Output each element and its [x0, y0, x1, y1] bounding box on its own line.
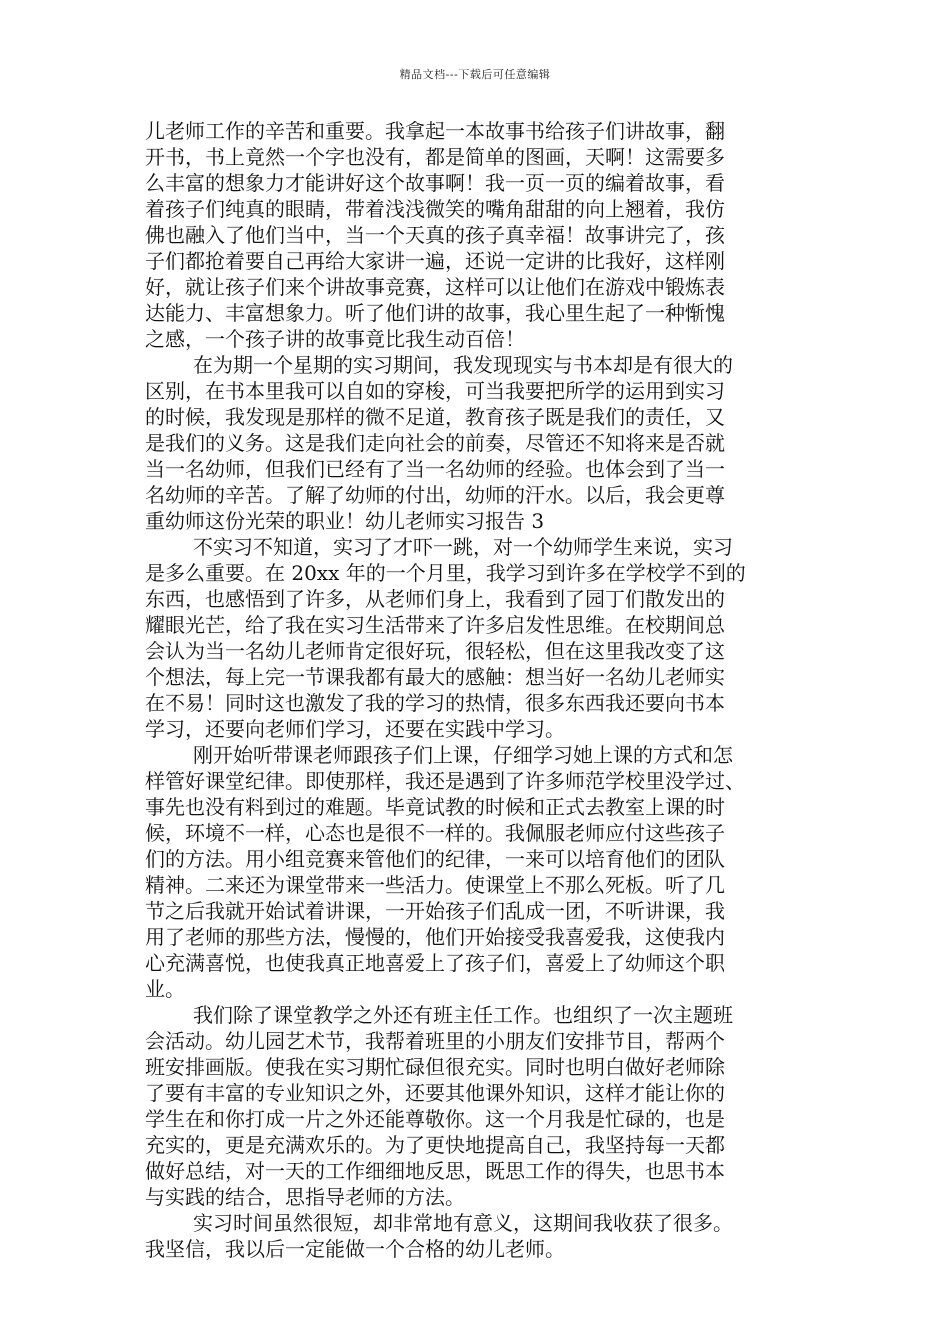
text-line: 的时候，我发现是那样的微不足道，教育孩子既是我们的责任，又 [145, 405, 725, 429]
paragraph-first-line: 不实习不知道，实习了才吓一跳，对一个幼师学生来说，实习 [193, 535, 733, 559]
text-line: 学生在和你打成一片之外还能尊敬你。这一个月我是忙碌的，也是 [145, 1107, 725, 1131]
text-line: 儿老师工作的辛苦和重要。我拿起一本故事书给孩子们讲故事，翻 [145, 119, 725, 143]
text-line: 在不易！同时这也激发了我的学习的热情，很多东西我还要向书本 [145, 691, 725, 715]
text-line: 节之后我就开始试着讲课，一开始孩子们乱成一团，不听讲课，我 [145, 899, 725, 923]
text-line: 了要有丰富的专业知识之外，还要其他课外知识，这样才能让你的 [145, 1081, 725, 1105]
text-line: 学习，还要向老师们学习，还要在实践中学习。 [145, 717, 565, 741]
text-line: 心充满喜悦，也使我真正地喜爱上了孩子们，喜爱上了幼师这个职 [145, 951, 725, 975]
text-line: 名幼师的辛苦。了解了幼师的付出，幼师的汗水。以后，我会更尊 [145, 483, 725, 507]
text-line: 会认为当一名幼儿老师肯定很好玩，很轻松，但在这里我改变了这 [145, 639, 725, 663]
text-line: 做好总结，对一天的工作细细地反思，既思工作的得失，也思书本 [145, 1159, 725, 1183]
text-line: 个想法，每上完一节课我都有最大的感触：想当好一名幼儿老师实 [145, 665, 725, 689]
text-line: 们的方法。用小组竞赛来管他们的纪律，一来可以培育他们的团队 [145, 847, 725, 871]
paragraph-first-line: 实习时间虽然很短，却非常地有意义，这期间我收获了很多。 [193, 1211, 733, 1235]
text-line: 开书，书上竟然一个字也没有，都是简单的图画，天啊！这需要多 [145, 145, 725, 169]
text-line: 精神。二来还为课堂带来一些活力。使课堂上不那么死板。听了几 [145, 873, 725, 897]
paragraph-first-line: 刚开始听带课老师跟孩子们上课，仔细学习她上课的方式和怎 [193, 743, 733, 767]
text-line: 样管好课堂纪律。即使那样，我还是遇到了许多师范学校里没学过、 [145, 769, 745, 793]
text-line: 事先也没有料到过的难题。毕竟试教的时候和正式去教室上课的时 [145, 795, 725, 819]
text-line: 业。 [145, 977, 185, 1001]
text-line: 我坚信，我以后一定能做一个合格的幼儿老师。 [145, 1237, 565, 1261]
page-header: 精品文档---下载后可任意编辑 [399, 68, 551, 81]
text-line: 充实的，更是充满欢乐的。为了更快地提高自己，我坚持每一天都 [145, 1133, 725, 1157]
text-line: 当一名幼师，但我们已经有了当一名幼师的经验。也体会到了当一 [145, 457, 725, 481]
text-line: 达能力、丰富想象力。听了他们讲的故事，我心里生起了一种惭愧 [145, 301, 725, 325]
text-line: 班安排画版。使我在实习期忙碌但很充实。同时也明白做好老师除 [145, 1055, 725, 1079]
text-line: 之感，一个孩子讲的故事竟比我生动百倍！ [145, 327, 525, 351]
text-line: 与实践的结合，思指导老师的方法。 [145, 1185, 465, 1209]
text-line: 区别，在书本里我可以自如的穿梭，可当我要把所学的运用到实习 [145, 379, 725, 403]
text-line: 么丰富的想象力才能讲好这个故事啊！我一页一页的编着故事，看 [145, 171, 725, 195]
text-line: 东西，也感悟到了许多，从老师们身上，我看到了园丁们散发出的 [145, 587, 725, 611]
text-line: 好，就让孩子们来个讲故事竞赛，这样可以让他们在游戏中锻炼表 [145, 275, 725, 299]
paragraph-first-line: 在为期一个星期的实习期间，我发现现实与书本却是有很大的 [193, 353, 733, 377]
text-line: 佛也融入了他们当中，当一个天真的孩子真幸福！故事讲完了，孩 [145, 223, 725, 247]
text-line: 是我们的义务。这是我们走向社会的前奏，尽管还不知将来是否就 [145, 431, 725, 455]
document-body [145, 118, 825, 1262]
text-line: 着孩子们纯真的眼睛，带着浅浅微笑的嘴角甜甜的向上翘着，我仿 [145, 197, 725, 221]
text-line: 是多么重要。在 20xx 年的一个月里，我学习到许多在学校学不到的 [145, 561, 746, 585]
text-line: 会活动。幼儿园艺术节，我帮着班里的小朋友们安排节目，帮两个 [145, 1029, 725, 1053]
text-line: 重幼师这份光荣的职业！幼儿老师实习报告 3 [145, 509, 545, 533]
text-line: 用了老师的那些方法，慢慢的，他们开始接受我喜爱我，这使我内 [145, 925, 725, 949]
paragraph-first-line: 我们除了课堂教学之外还有班主任工作。也组织了一次主题班 [193, 1003, 733, 1027]
text-line: 候，环境不一样，心态也是很不一样的。我佩服老师应付这些孩子 [145, 821, 725, 845]
text-line: 子们都抢着要自己再给大家讲一遍，还说一定讲的比我好，这样刚 [145, 249, 725, 273]
text-line: 耀眼光芒，给了我在实习生活带来了许多启发性思维。在校期间总 [145, 613, 725, 637]
